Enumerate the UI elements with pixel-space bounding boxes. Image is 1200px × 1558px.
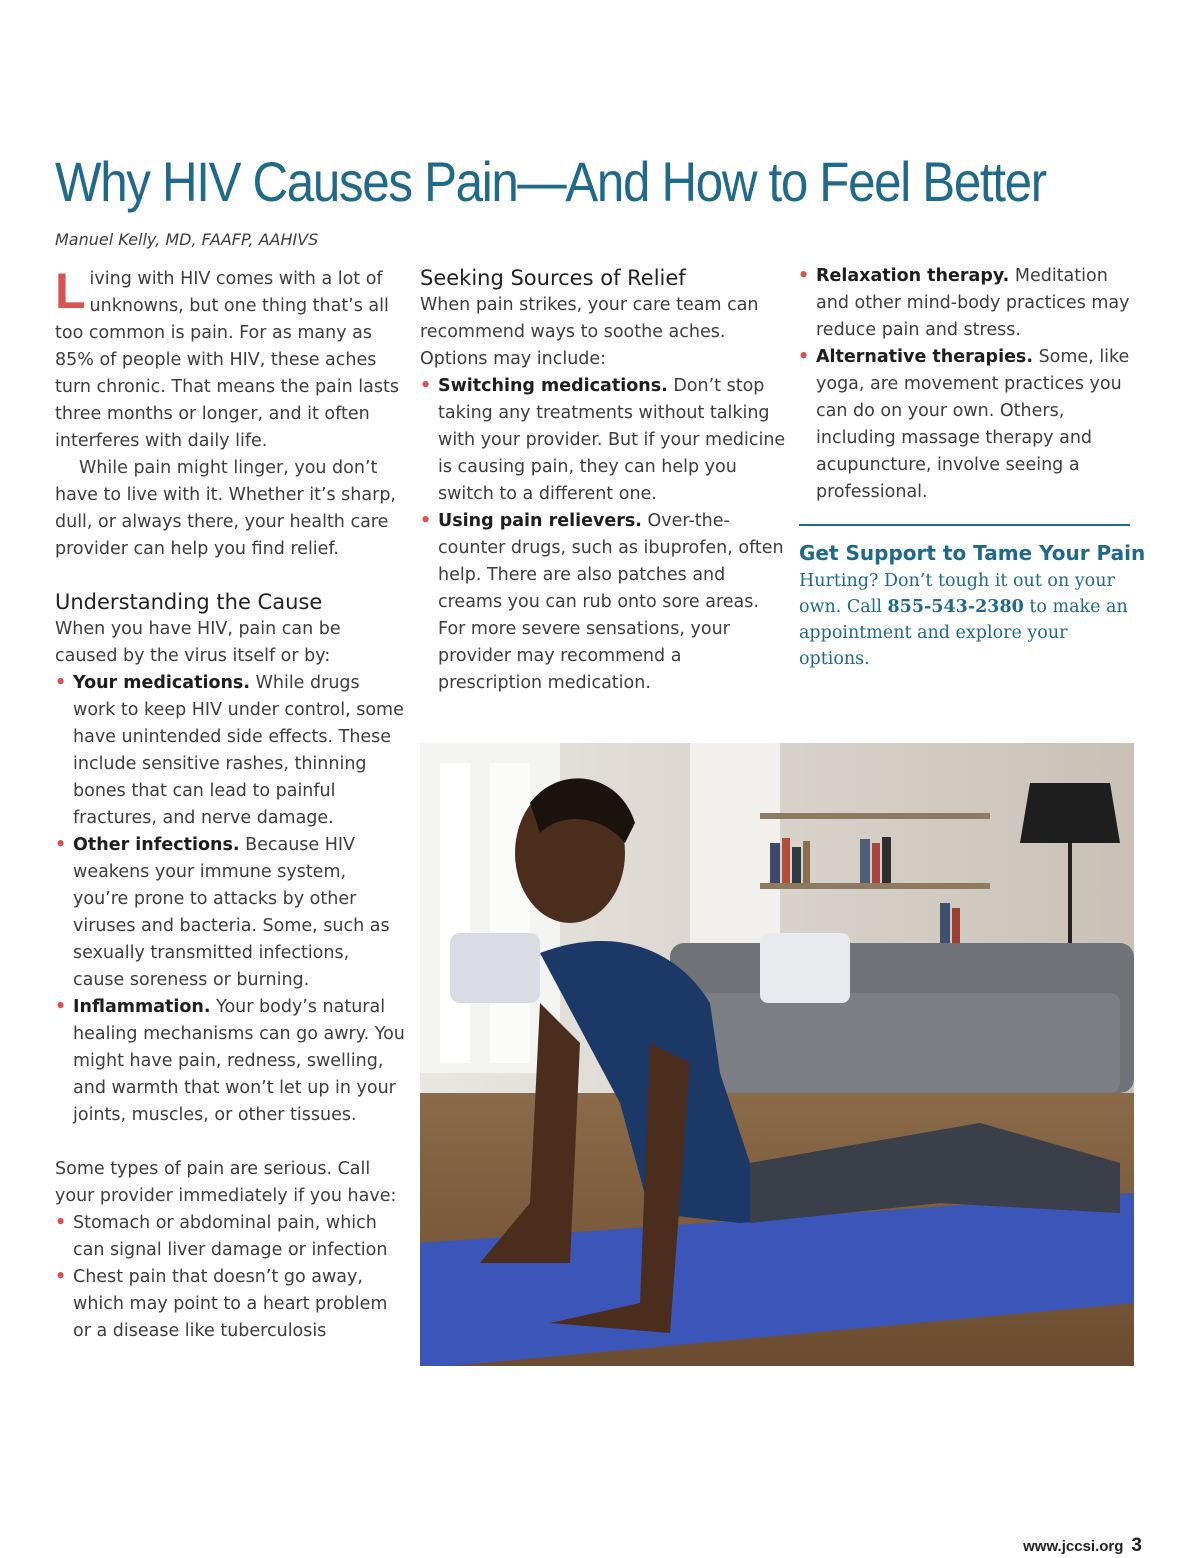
support-text-before: Hurting? Don’t tough it out on your own. Call	[799, 571, 1115, 617]
man-doing-cobra-yoga-pose-icon	[420, 743, 1134, 1366]
relief-list-continued	[798, 263, 1138, 506]
list-item	[55, 670, 405, 832]
serious-list	[55, 1210, 405, 1345]
column-left	[55, 263, 405, 1345]
list-item-label: Switching medications.	[438, 376, 668, 396]
footer-url[interactable]: www.jccsi.org	[1023, 1538, 1124, 1555]
list-item-label: Alternative therapies.	[816, 347, 1033, 367]
section-heading-cause: Understanding the Cause	[55, 590, 323, 614]
list-item-label: Other infections.	[73, 835, 240, 855]
support-heading: Get Support to Tame Your Pain	[799, 541, 1146, 565]
support-text-after: to make an appointment and explore your options.	[799, 597, 1128, 669]
intro-text: iving with HIV comes with a lot of unknowns, but one thing that’s all too common is pain. For as many as 85% of people with HIV, these aches turn chronic. That means the pain lasts three months or longer, and it often interferes with daily life.	[55, 269, 399, 451]
relief-list	[420, 373, 790, 697]
intro-paragraph-2: While pain might linger, you don’t have to live with it. Whether it’s sharp, dull, or always there, your health care provider can help you find relief.	[55, 458, 396, 559]
list-item-label: Inflammation.	[73, 997, 211, 1017]
list-item	[55, 994, 405, 1129]
article-title: Why HIV Causes Pain—And How to Feel Better	[55, 150, 1046, 213]
list-item	[420, 373, 790, 508]
list-item-label: Relaxation therapy.	[816, 266, 1010, 286]
list-item-text: Don’t stop taking any treatments without talking with your provider. But if your medicine is causing pain, they can help you switch to a different one.	[438, 376, 786, 504]
list-item	[798, 263, 1138, 344]
page-footer	[1023, 1535, 1142, 1557]
list-item: • Chest pain that doesn’t go away, which may point to a heart problem or a disease like tuberculosis	[55, 1264, 405, 1345]
yoga-photo	[420, 743, 1134, 1366]
list-item-text: Because HIV weakens your immune system, you’re prone to attacks by other viruses and bacteria. Some, such as sexually transmitted infections, cause soreness or burning.	[73, 835, 390, 990]
list-item: • Stomach or abdominal pain, which can signal liver damage or infection	[55, 1210, 405, 1264]
column-middle	[420, 264, 790, 697]
support-text	[799, 568, 1139, 672]
serious-lead: Some types of pain are serious. Call your provider immediately if you have:	[55, 1159, 397, 1206]
intro-paragraph	[55, 263, 405, 455]
author-byline: Manuel Kelly, MD, FAAFP, AAHIVS	[55, 230, 319, 249]
list-item-label: Using pain relievers.	[438, 511, 642, 531]
section-heading-relief: Seeking Sources of Relief	[420, 266, 686, 290]
drop-cap: L	[55, 263, 86, 319]
list-item-label: Your medications.	[73, 673, 250, 693]
column-right	[798, 263, 1138, 506]
list-item	[798, 344, 1138, 506]
cause-list	[55, 670, 405, 1129]
phone-number-link[interactable]: 855-543-2380	[887, 597, 1024, 617]
cause-lead: When you have HIV, pain can be caused by the virus itself or by:	[55, 619, 341, 666]
sidebar-divider	[799, 524, 1130, 526]
list-item-text: While drugs work to keep HIV under control, some have unintended side effects. These include sensitive rashes, thinning bones that can lead to painful fractures, and nerve damage.	[73, 673, 404, 828]
page-number: 3	[1131, 1535, 1142, 1556]
list-item-text: Meditation and other mind-body practices may reduce pain and stress.	[816, 266, 1130, 340]
relief-lead: When pain strikes, your care team can recommend ways to soothe aches. Options may include:	[420, 295, 759, 369]
list-item-text: Over-the-counter drugs, such as ibuprofen, often help. There are also patches and creams you can rub onto sore areas. For more severe sensations, your provider may recommend a prescription medication.	[438, 511, 784, 693]
list-item-text: Some, like yoga, are movement practices you can do on your own. Others, including massage therapy and acupuncture, involve seeing a professional.	[816, 347, 1130, 502]
list-item	[55, 832, 405, 994]
list-item-text: Your body’s natural healing mechanisms can go awry. You might have pain, redness, swelling, and warmth that won’t let up in your joints, muscles, or other tissues.	[73, 997, 405, 1125]
list-item	[420, 508, 790, 697]
